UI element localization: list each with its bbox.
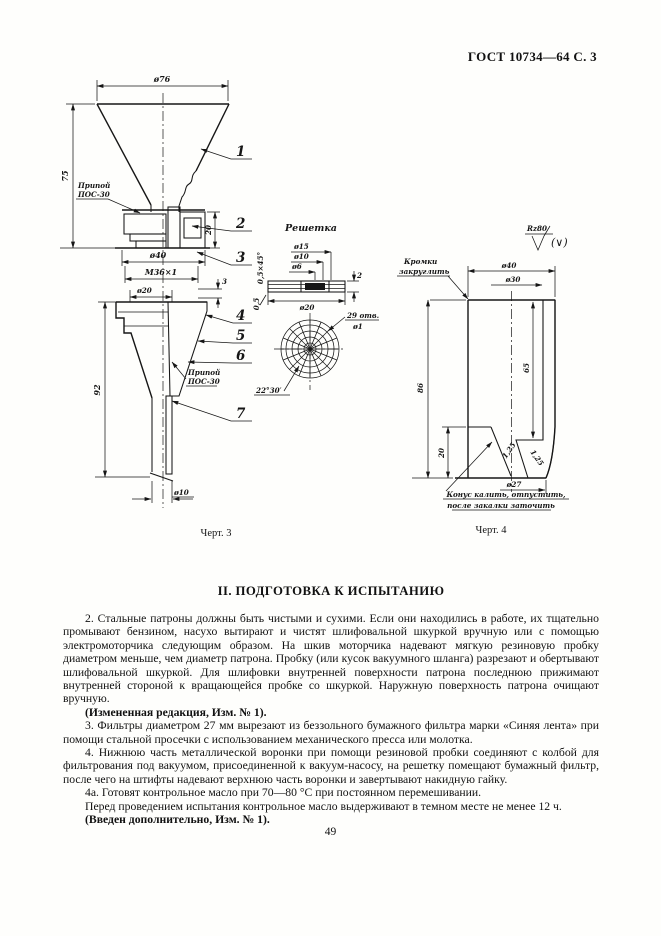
- doc-reference: ГОСТ 10734—64 С. 3: [467, 49, 597, 64]
- fig3-dim-d76: [97, 74, 228, 101]
- fig4-bushing-drawing: [397, 224, 569, 536]
- dim-label-grid-d10: ø10: [294, 252, 309, 261]
- paragraph-3: 3. Фильтры диаметром 27 мм вырезают из беззольного бумажного фильтра марки «Синяя лента» при помощи стальной просечки с использованием механического пресса или молотка.: [63, 719, 599, 746]
- roughness-label-1: 1,25: [500, 440, 518, 461]
- fig3-solder-note-bottom: [172, 362, 220, 386]
- fig4-edges-note: [397, 257, 468, 299]
- fig3-solder-note-top: [76, 181, 140, 213]
- paragraph-4a: 4а. Готовят контрольное масло при 70—80 °С при постоянном перемешивании.: [85, 786, 482, 800]
- fig4-dim-h20: [437, 427, 466, 478]
- grid-angle-label: 22°30′: [256, 386, 282, 395]
- fig3-dim-d40: [122, 250, 205, 266]
- solder-top-line1: Припой: [78, 181, 111, 190]
- dim-label-fig4-h86: 86: [416, 382, 425, 394]
- dim-label-h75: 75: [60, 170, 70, 182]
- surface-rest-symbol: (∨): [551, 236, 568, 249]
- paragraph-4: 4. Нижнюю часть металлической воронки при помощи резиновой пробки соединяют с колбой для фильтрования под вакуумом, присоединенной к вакуум-насосу, на решетку помещают бумажный фильтр, после чего на штифты надевают верхнюю часть воронки и завертывают накидную гайку.: [63, 746, 599, 786]
- grid-holes-note: [328, 311, 379, 331]
- fig3-caption: Черт. 3: [200, 528, 232, 539]
- grid-hole-diameter: ø1: [353, 322, 363, 331]
- dim-label-fig4-d40: ø40: [501, 261, 517, 270]
- dim-label-grid-t05: 0,5: [252, 297, 261, 311]
- part-number-2: 2: [236, 216, 246, 232]
- dim-label-grid-chamfer: 0,5×45°: [256, 251, 265, 285]
- fig3-dim-h92: [92, 302, 150, 477]
- dim-label-d20: ø20: [137, 286, 152, 295]
- solder-bottom-line1: Припой: [188, 368, 221, 377]
- dim-label-fig4-d27: ø27: [506, 480, 522, 489]
- part-number-4: 4: [236, 308, 246, 324]
- grid-section-bar: [260, 281, 345, 305]
- edges-note-line1: Кромки: [404, 257, 438, 266]
- solder-bottom-line2: ПОС-30: [188, 377, 220, 386]
- dim-label-m36: М36×1: [144, 267, 178, 277]
- grid-detail-drawing: [252, 223, 379, 395]
- grid-holes-count: 29 отв.: [347, 311, 380, 320]
- fig3-nut-assembly: [115, 207, 210, 248]
- part-number-5: 5: [236, 328, 246, 344]
- dim-label-grid-t2: 2: [357, 271, 363, 280]
- dim-label-fig4-h65: 65: [522, 362, 531, 374]
- grid-circular-view: [274, 313, 346, 390]
- paragraph-4a-continued: Перед проведением испытания контрольное масло выдерживают в темном месте не менее 12 ч.: [85, 799, 562, 813]
- fig3-dim-d20: [130, 286, 172, 302]
- dim-label-grid-d15: ø15: [294, 242, 309, 251]
- section-heading: II. ПОДГОТОВКА К ИСПЫТАНИЮ: [217, 584, 445, 598]
- dim-label-gap3: 3: [222, 277, 228, 286]
- fig3-dim-h20: [204, 212, 220, 248]
- grid-title: Решетка: [285, 223, 337, 234]
- part-number-1: 1: [236, 144, 246, 160]
- paragraph-2: 2. Стальные патроны должны быть чистыми и сухими. Если они находились в работе, их тщательно промывают бензином, насухо вытирают и чистят шлифовальной шкуркой вручную или с помощью электромоторчика следующим образом. На шкив моторчика надевают мягкую резиновую пробку диаметром меньше, чем диаметр патрона. Пробку (или кусок вакуумного шланга) разрезают и обертывают шлифовальной шкуркой. Для шлифовки внутренней поверхности патрона последнюю прижимают внутренней стороной к вращающейся пробке со шкуркой. Наружную поверхность патрона очищают вручную.: [63, 612, 599, 706]
- dim-label-h20: 20: [204, 224, 213, 236]
- dim-label-grid-d20: ø20: [299, 303, 315, 312]
- part-number-7: 7: [236, 406, 246, 422]
- dim-label-h92: 92: [92, 384, 102, 396]
- fig3-lower-body: [116, 302, 207, 481]
- amendment-note-2: (Введен дополнительно, Изм. № 1).: [85, 813, 270, 827]
- grid-angle-note: [254, 366, 299, 395]
- roughness-label-2: 1,25: [528, 447, 546, 468]
- fig4-caption: Черт. 4: [475, 525, 507, 536]
- solder-top-line2: ПОС-30: [78, 190, 110, 199]
- grid-dim-t2: [347, 271, 362, 302]
- cone-note-line2: после закалки заточить: [447, 501, 555, 510]
- section-preparation: [63, 584, 599, 827]
- fig4-surface-mark: [525, 224, 568, 250]
- dim-label-fig4-h20: 20: [437, 447, 446, 459]
- fig3-funnel-drawing: [60, 74, 252, 539]
- page-number: 49: [324, 826, 337, 838]
- fig3-dim-h75: [60, 104, 120, 248]
- dim-label-d40: ø40: [149, 250, 167, 260]
- fig3-dim-m36: [125, 266, 198, 283]
- dim-label-fig4-d30: ø30: [505, 275, 521, 284]
- fig4-dim-d30: [491, 275, 542, 285]
- dim-label-grid-d6: ø6: [292, 262, 302, 271]
- amendment-note-1: (Измененная редакция, Изм. № 1).: [85, 705, 267, 719]
- edges-note-line2: закруглить: [399, 267, 450, 276]
- cone-note-line1: Конус калить, отпустить,: [446, 490, 566, 499]
- part-number-6: 6: [236, 348, 246, 364]
- grid-hole-dims: [256, 242, 331, 284]
- fig4-dim-h65: [522, 302, 533, 438]
- dim-label-d76: ø76: [153, 74, 171, 84]
- part-number-3: 3: [236, 250, 246, 266]
- surface-roughness-label: Rz80: [527, 224, 548, 233]
- dim-label-d10: ø10: [174, 488, 189, 497]
- fig3-dim-gap3: [198, 277, 227, 308]
